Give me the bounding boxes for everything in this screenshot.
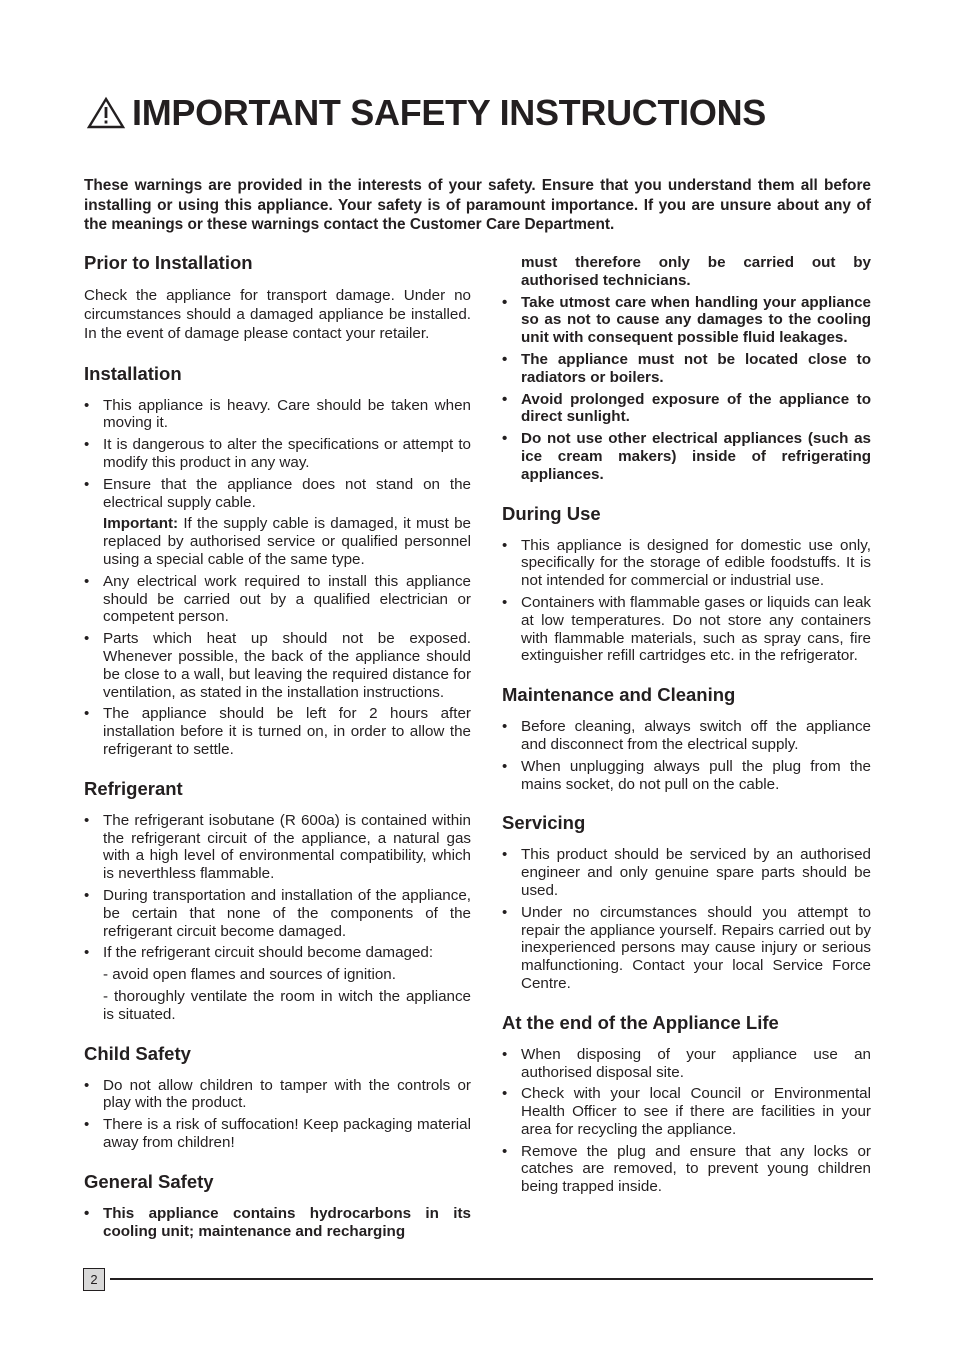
list-item-continued: must therefore only be carried out by authorised technicians. <box>521 254 871 289</box>
page-number: 2 <box>83 1268 105 1291</box>
section-child-safety <box>84 1043 471 1152</box>
section-text: Check the appliance for transport damage. Under no circumstances should a damaged appliance be installed. In the event of damage please contact your retailer. <box>84 287 471 343</box>
bullet-list <box>84 1077 471 1152</box>
important-label: Important: <box>103 515 179 533</box>
list-item: • Check with your local Council or Environmental Health Officer to see if there are facilities in your area for recycling the appliance. <box>502 1085 871 1138</box>
list-item: • Under no circumstances should you attempt to repair the appliance yourself. Repairs carried out by inexperienced persons may cause injury or serious malfunctioning. Contact your local Service Force Centre. <box>502 904 871 993</box>
list-item: • Any electrical work required to install this appliance should be carried out by a qualified electrician or competent person. <box>84 573 471 626</box>
section-heading: Child Safety <box>84 1042 191 1064</box>
section-end-of-life <box>502 1012 871 1196</box>
list-item: • This product should be serviced by an authorised engineer and only genuine spare parts should be used. <box>502 846 871 899</box>
list-item: • Parts which heat up should not be exposed. Whenever possible, the back of the appliance should be close to a wall, but leaving the required distance for ventilation, as stated in the installation instructions. <box>84 630 471 701</box>
list-item: • Before cleaning, always switch off the appliance and disconnect from the electrical supply. <box>502 718 871 754</box>
list-item: • Avoid prolonged exposure of the appliance to direct sunlight. <box>502 391 871 427</box>
section-general-safety-continued <box>502 254 871 484</box>
important-note <box>84 515 471 568</box>
list-item: • Do not allow children to tamper with the controls or play with the product. <box>84 1077 471 1113</box>
footer-rule <box>110 1278 873 1280</box>
important-text: If the supply cable is damaged, it must be replaced by authorised service or qualified personnel using a special cable of the same type. <box>103 515 471 568</box>
section-heading: Refrigerant <box>84 777 183 799</box>
list-item: • The appliance should be left for 2 hours after installation before it is turned on, in order to allow the refrigerant to settle. <box>84 705 471 758</box>
list-item: • If the refrigerant circuit should become damaged: <box>84 944 471 962</box>
list-item: • This appliance is heavy. Care should be taken when moving it. <box>84 397 471 433</box>
list-item: • The appliance must not be located close to radiators or boilers. <box>502 351 871 387</box>
dash-item: - avoid open flames and sources of ignition. <box>103 966 396 984</box>
warning-triangle-icon <box>86 96 126 130</box>
page-title-text: IMPORTANT SAFETY INSTRUCTIONS <box>132 92 766 133</box>
section-general-safety <box>84 1171 471 1241</box>
list-item: • Containers with flammable gases or liquids can leak at low temperatures. Do not store any containers with flammable materials, such as spray cans, fire extinguisher refill cartridges etc. in the refrigerator. <box>502 594 871 665</box>
section-heading: Prior to Installation <box>84 252 253 273</box>
section-refrigerant <box>84 778 471 1024</box>
bullet-list <box>84 1205 471 1241</box>
section-heading: Installation <box>84 362 182 384</box>
list-item: • Remove the plug and ensure that any locks or catches are removed, to prevent young children being trapped inside. <box>502 1143 871 1196</box>
section-maintenance <box>502 684 871 793</box>
bullet-list <box>502 846 871 992</box>
section-prior-to-installation <box>84 252 471 344</box>
list-item: • Do not use other electrical appliances (such as ice cream makers) inside of refrigerating appliances. <box>502 430 871 483</box>
left-column <box>84 252 471 1259</box>
list-item: • Ensure that the appliance does not stand on the electrical supply cable. <box>84 476 471 512</box>
section-heading: General Safety <box>84 1170 214 1192</box>
bullet-list <box>84 397 471 512</box>
section-during-use <box>502 503 871 666</box>
bullet-list <box>502 537 871 666</box>
bullet-list <box>502 718 871 793</box>
dash-item: - thoroughly ventilate the room in witch the appliance is situated. <box>103 987 471 1023</box>
list-item: • The refrigerant isobutane (R 600a) is contained within the refrigerant circuit of the appliance, a natural gas with a high level of environmental compatibility, which is neverthless flammable. <box>84 812 471 883</box>
bullet-list <box>84 812 471 962</box>
bullet-list <box>502 1046 871 1196</box>
list-item: • This appliance is designed for domestic use only, specifically for the storage of edible foodstuffs. It is not intended for commercial or industrial use. <box>502 537 871 590</box>
list-item: • It is dangerous to alter the specifications or attempt to modify this product in any way. <box>84 436 471 472</box>
intro-paragraph: These warnings are provided in the interests of your safety. Ensure that you understand them all before installing or using this appliance. Your safety is of paramount importance. If you are unsure about any of the meanings or these warnings contact the Customer Care Department. <box>84 177 871 233</box>
list-item: • During transportation and installation of the appliance, be certain that none of the components of the refrigerant circuit become damaged. <box>84 887 471 940</box>
section-heading: Servicing <box>502 812 586 834</box>
list-item: • When disposing of your appliance use an authorised disposal site. <box>502 1046 871 1082</box>
list-item: • Take utmost care when handling your appliance so as not to cause any damages to the cooling unit with consequent possible fluid leakages. <box>502 294 871 347</box>
list-item: • When unplugging always pull the plug from the mains socket, do not pull on the cable. <box>502 758 871 794</box>
section-heading: During Use <box>502 502 601 524</box>
bullet-list <box>502 294 871 484</box>
right-column <box>502 254 871 1215</box>
list-item: • There is a risk of suffocation! Keep packaging material away from children! <box>84 1116 471 1152</box>
bullet-list <box>84 573 471 759</box>
section-installation <box>84 363 471 759</box>
page-title <box>86 92 766 134</box>
list-item: • This appliance contains hydrocarbons in its cooling unit; maintenance and recharging <box>84 1205 471 1241</box>
section-servicing <box>502 812 871 992</box>
section-heading: At the end of the Appliance Life <box>502 1011 779 1033</box>
section-heading: Maintenance and Cleaning <box>502 684 736 706</box>
